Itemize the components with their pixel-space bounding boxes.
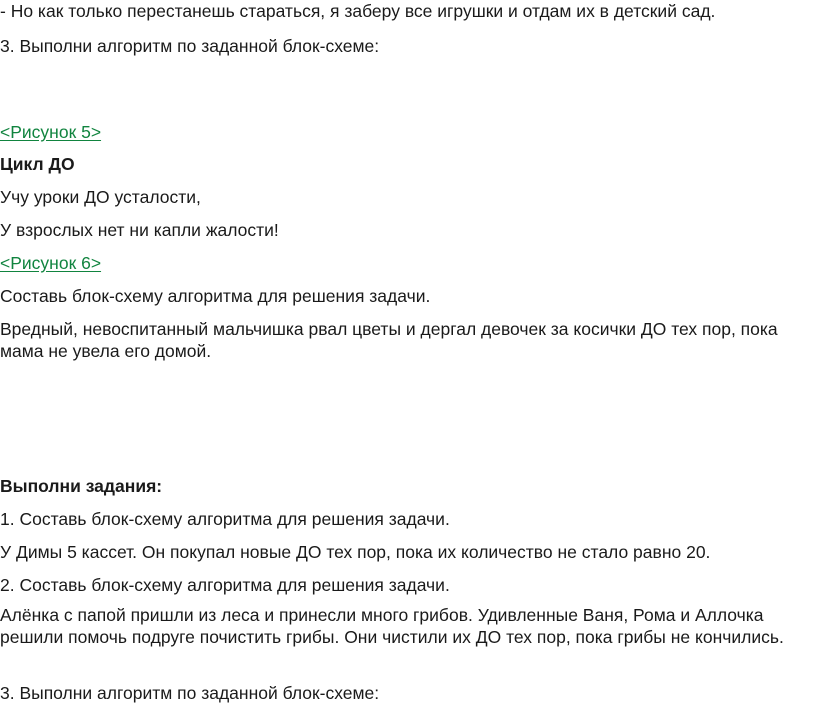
dialog-end-text: - Но как только перестанешь стараться, я заберу все игрушки и отдам их в детский сад.: [0, 1, 716, 21]
cycle-heading: Цикл ДО: [0, 154, 75, 174]
dima-story-text: У Димы 5 кассет. Он покупал новые ДО тех пор, пока их количество не стало равно 20.: [0, 542, 711, 562]
exercise-2-text: 2. Составь блок-схему алгоритма для решения задачи.: [0, 575, 450, 595]
task3-bottom-text: 3. Выполни алгоритм по заданной блок-схеме:: [0, 683, 380, 703]
figure5-link[interactable]: <Рисунок 5>: [0, 122, 102, 142]
figure6-link[interactable]: <Рисунок 6>: [0, 253, 102, 273]
exercise-1-text: 1. Составь блок-схему алгоритма для решения задачи.: [0, 509, 450, 529]
task3-top-text: 3. Выполни алгоритм по заданной блок-схеме:: [0, 36, 380, 56]
alyona-story-paragraph: Алёнка с папой пришли из леса и принесли много грибов. Удивленные Ваня, Рома и Аллочка решили помочь подруге почистить грибы. Они чистили их ДО тех пор, пока грибы не кончились.: [0, 605, 784, 647]
boy-story-paragraph: Вредный, невоспитанный мальчишка рвал цветы и дергал девочек за косички ДО тех пор, пока мама не увела его домой.: [0, 319, 778, 361]
compose-task-text: Составь блок-схему алгоритма для решения задачи.: [0, 286, 431, 306]
exercises-heading: Выполни задания:: [0, 476, 163, 496]
poem-line-1: Учу уроки ДО усталости,: [0, 187, 201, 207]
poem-line-2: У взрослых нет ни капли жалости!: [0, 220, 279, 240]
